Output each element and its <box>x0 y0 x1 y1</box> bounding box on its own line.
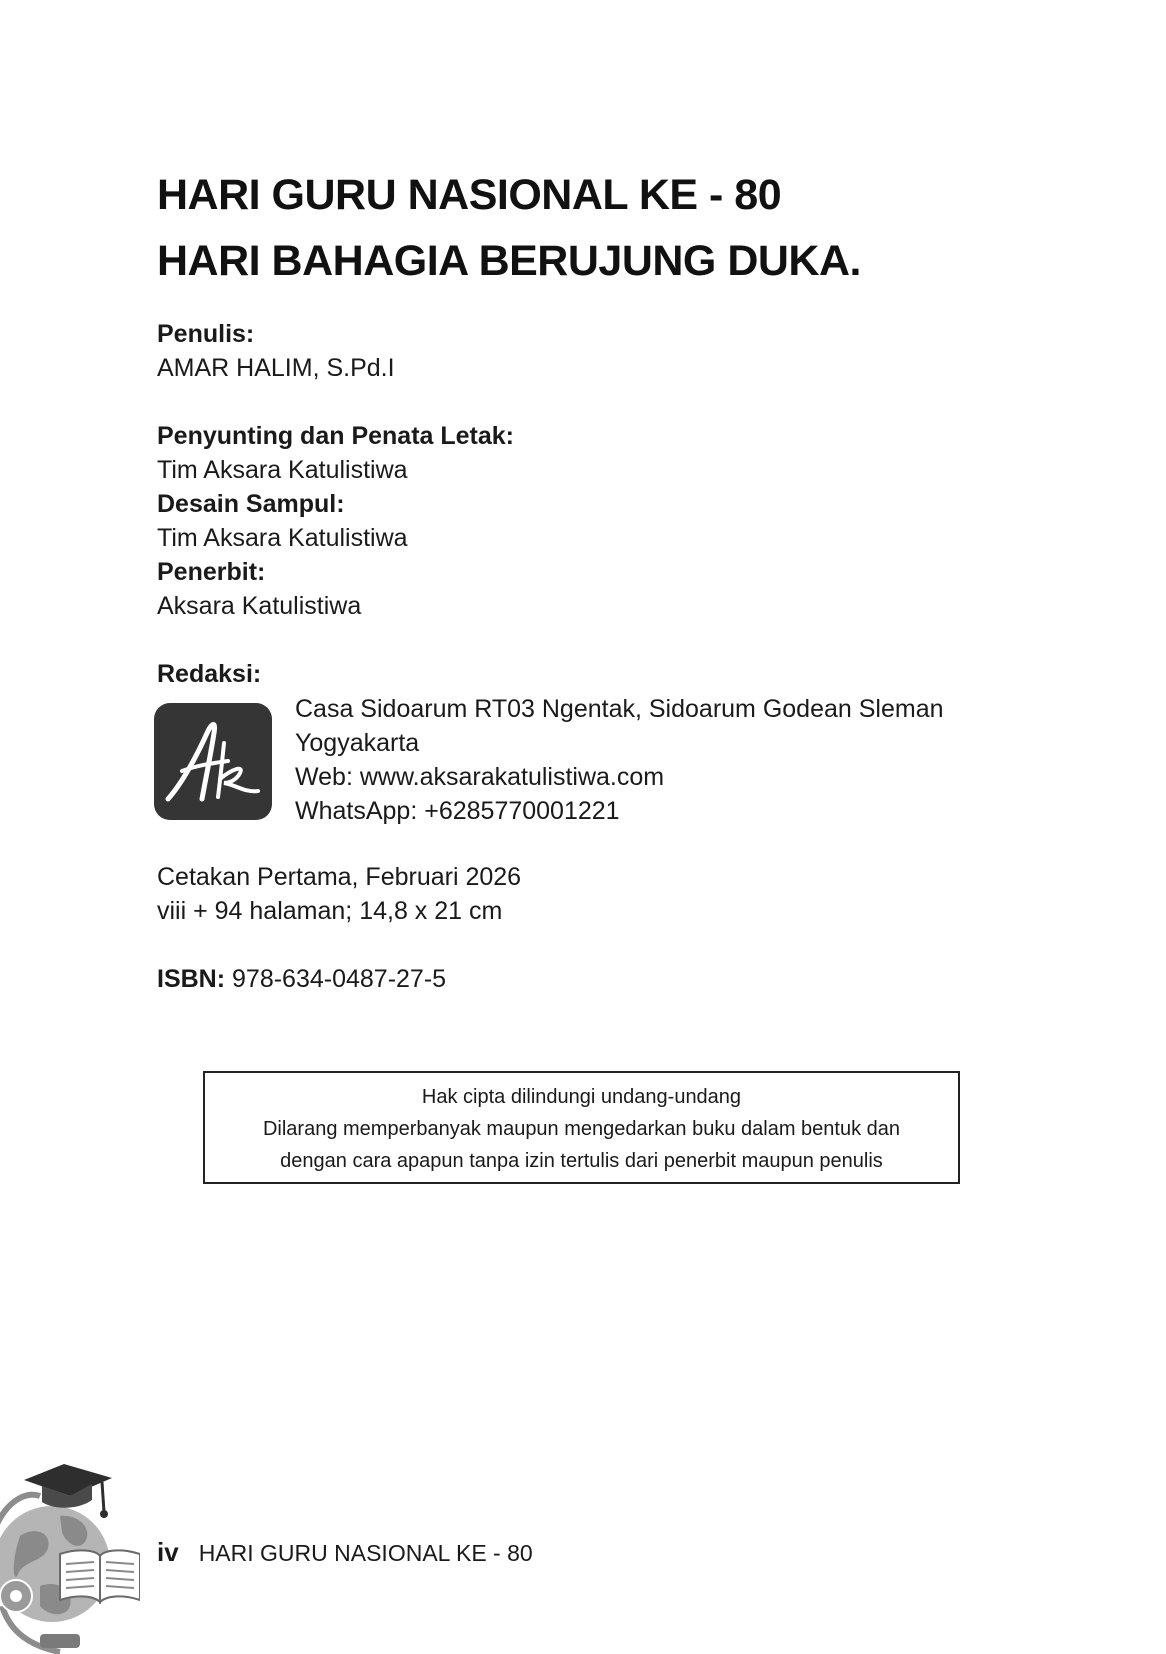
book-title <box>157 162 861 294</box>
editor-value: Tim Aksara Katulistiwa <box>157 456 408 484</box>
running-title: HARI GURU NASIONAL KE - 80 <box>198 1540 533 1566</box>
book-title-line-2: HARI BAHAGIA BERUJUNG DUKA. <box>157 237 861 285</box>
author-label: Penulis: <box>157 320 255 348</box>
page-footer <box>157 1536 533 1569</box>
book-title-line-1: HARI GURU NASIONAL KE - 80 <box>157 171 782 219</box>
address-line-1: Casa Sidoarum RT03 Ngentak, Sidoarum Godean Sleman <box>295 695 944 723</box>
edition-pages: viii + 94 halaman; 14,8 x 21 cm <box>157 897 503 925</box>
redaksi-label: Redaksi: <box>157 660 262 688</box>
editor-label: Penyunting dan Penata Letak: <box>157 422 515 450</box>
credits-section <box>157 419 514 623</box>
ak-signature-icon <box>154 703 272 820</box>
redaksi-label-block <box>157 657 261 691</box>
cover-design-value: Tim Aksara Katulistiwa <box>157 524 408 552</box>
copyright-line-1: Hak cipta dilindungi undang-undang <box>421 1086 742 1108</box>
publisher-label: Penerbit: <box>157 558 266 586</box>
copyright-line-2: Dilarang memperbanyak maupun mengedarkan buku dalam bentuk dan <box>262 1118 901 1140</box>
globe-graduation-cap-book-icon <box>0 1456 140 1654</box>
cover-design-label: Desain Sampul: <box>157 490 345 518</box>
author-section <box>157 317 395 385</box>
publisher-value: Aksara Katulistiwa <box>157 592 362 620</box>
copyright-line-3: dengan cara apapun tanpa izin tertulis dari penerbit maupun penulis <box>280 1150 883 1172</box>
isbn <box>157 962 446 996</box>
isbn-label: ISBN: <box>157 965 226 993</box>
whatsapp: WhatsApp: +6285770001221 <box>295 797 620 825</box>
address-line-2: Yogyakarta <box>295 729 420 757</box>
website: Web: www.aksarakatulistiwa.com <box>295 763 665 791</box>
isbn-value: 978-634-0487-27-5 <box>225 965 447 993</box>
edition-section <box>157 860 521 928</box>
redaksi-contact <box>295 692 944 828</box>
page-number: iv <box>157 1537 179 1567</box>
copyright-notice <box>203 1071 960 1184</box>
publisher-logo <box>154 703 272 820</box>
author-name: AMAR HALIM, S.Pd.I <box>157 354 395 382</box>
edition-printing: Cetakan Pertama, Februari 2026 <box>157 863 522 891</box>
